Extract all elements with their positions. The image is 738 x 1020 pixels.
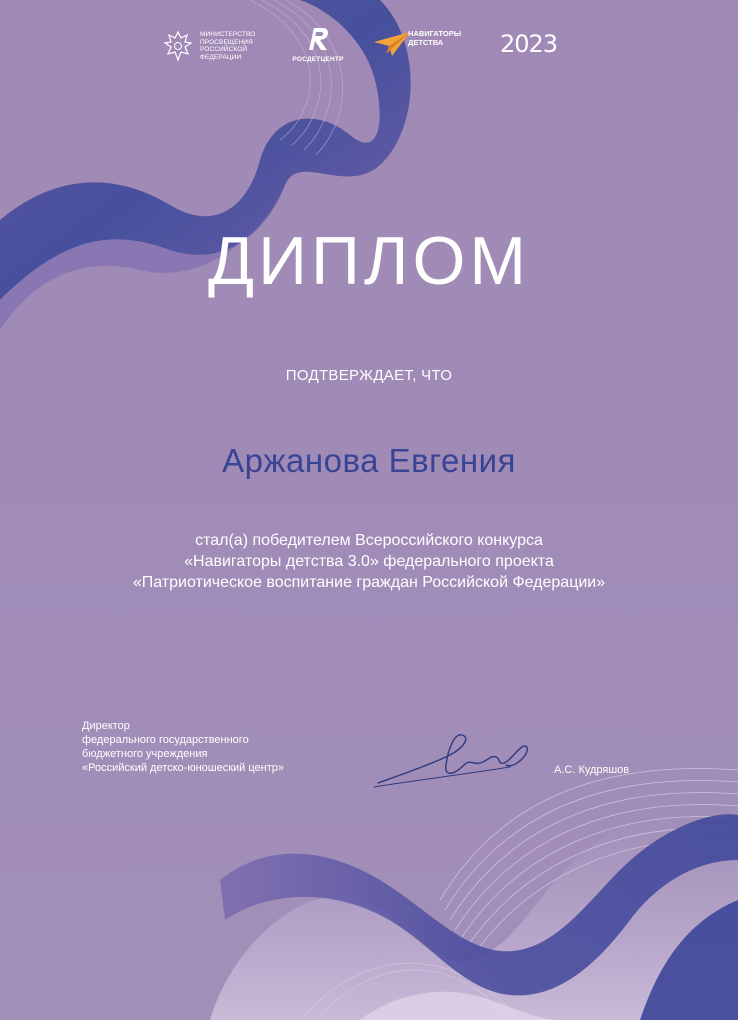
rosdetcenter-mark-icon — [303, 24, 333, 54]
signatory-position — [82, 719, 342, 775]
logo-bar — [0, 22, 738, 72]
award-description-line: стал(а) победителем Всероссийского конкурса — [195, 532, 543, 549]
signatory-position-line: «Российский детско-юношеский центр» — [82, 762, 285, 774]
award-description — [0, 530, 738, 593]
signatory-position-line: Директор — [82, 720, 130, 732]
rosdetcenter-logo-text: РОСДЕТЦЕНТР — [292, 56, 344, 63]
handwritten-signature — [370, 725, 540, 795]
recipient-name: Аржанова Евгения — [222, 442, 516, 479]
ministry-logo-text: МИНИСТЕРСТВО ПРОСВЕЩЕНИЯ РОССИЙСКОЙ ФЕДЕРАЦИИ — [200, 31, 256, 61]
ministry-logo — [160, 22, 270, 70]
diploma-title: ДИПЛОМ — [208, 223, 530, 299]
navigators-logo-text: НАВИГАТОРЫ ДЕТСТВА — [408, 29, 462, 47]
rosdetcenter-logo — [288, 22, 348, 70]
confirm-line: ПОДТВЕРЖДАЕТ, ЧТО — [285, 367, 453, 384]
award-description-line: «Навигаторы детства 3.0» федерального проекта — [184, 553, 554, 570]
signatory-position-line: бюджетного учреждения — [82, 748, 208, 760]
eagle-emblem-icon — [160, 28, 196, 64]
award-description-line: «Патриотическое воспитание граждан Российской Федерации» — [132, 574, 606, 591]
year-logo-number: 2023 — [500, 30, 558, 58]
signatory-name: А.С. Кудряшов — [554, 764, 630, 776]
year-logo — [500, 22, 580, 70]
navigators-logo — [372, 22, 472, 70]
signatory-position-line: федерального государственного — [82, 734, 249, 746]
